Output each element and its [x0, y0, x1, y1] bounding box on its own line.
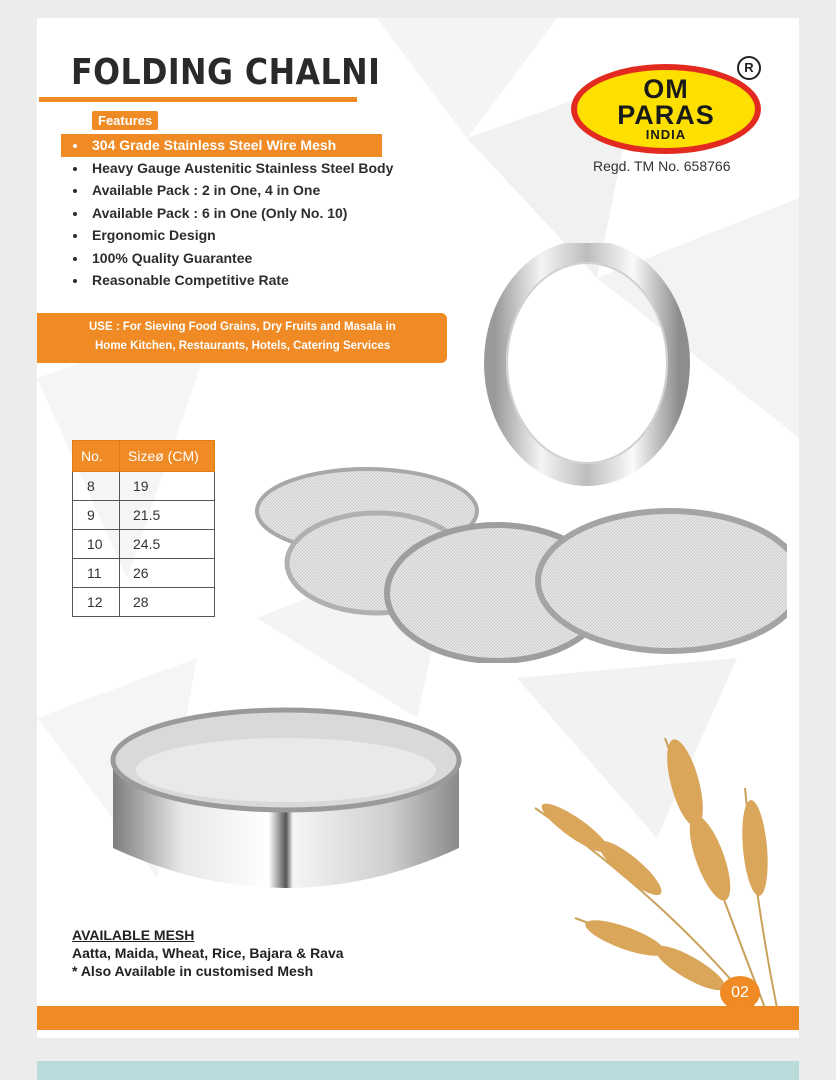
feature-item: Ergonomic Design [61, 224, 393, 247]
logo-line-2: PARAS [617, 100, 715, 130]
bullet-icon [73, 257, 77, 261]
next-page-strip [37, 1061, 799, 1080]
feature-item: Available Pack : 6 in One (Only No. 10) [61, 202, 393, 225]
table-cell: 8 [73, 472, 120, 501]
feature-item: Available Pack : 2 in One, 4 in One [61, 179, 393, 202]
table-cell: 12 [73, 588, 120, 617]
use-text-line-1: USE : For Sieving Food Grains, Dry Fruits and Masala in [89, 321, 396, 333]
table-row [73, 472, 215, 501]
trademark-number: Regd. TM No. 658766 [593, 158, 731, 174]
title-underline [39, 97, 357, 102]
feature-item: Reasonable Competitive Rate [61, 269, 393, 292]
use-text-line-2: Home Kitchen, Restaurants, Hotels, Catering Services [95, 340, 391, 352]
page-number-badge: 02 [720, 976, 760, 1010]
column-header: No. [73, 441, 120, 472]
table-cell: 26 [120, 559, 215, 588]
wheat-illustration [515, 718, 799, 1008]
footer-bar [37, 1006, 799, 1030]
table-cell: 11 [73, 559, 120, 588]
table-cell: 19 [120, 472, 215, 501]
page-title: FOLDING CHALNI [71, 52, 381, 93]
table-cell: 10 [73, 530, 120, 559]
feature-item: 100% Quality Guarantee [61, 247, 393, 270]
table-cell: 9 [73, 501, 120, 530]
sieve-set-illustration [247, 243, 787, 663]
table-row [73, 530, 215, 559]
bullet-icon [73, 189, 77, 193]
mesh-types: Aatta, Maida, Wheat, Rice, Bajara & Rava [72, 945, 344, 961]
bullet-icon [73, 234, 77, 238]
mesh-note: * Also Available in customised Mesh [72, 963, 314, 979]
logo-line-3: INDIA [645, 127, 687, 142]
bullet-icon [73, 144, 77, 148]
table-cell: 28 [120, 588, 215, 617]
table-row [73, 588, 215, 617]
feature-item: 304 Grade Stainless Steel Wire Mesh [61, 134, 382, 157]
logo-line-1: OM [643, 74, 689, 104]
mesh-title: AVAILABLE MESH [72, 927, 195, 943]
brand-logo [569, 58, 769, 174]
feature-item: Heavy Gauge Austenitic Stainless Steel Body [61, 157, 393, 180]
table-cell: 21.5 [120, 501, 215, 530]
bullet-icon [73, 167, 77, 171]
bullet-icon [73, 212, 77, 216]
table-row [73, 501, 215, 530]
size-table [72, 440, 215, 617]
bullet-icon [73, 279, 77, 283]
features-badge: Features [92, 111, 158, 130]
table-header-row [73, 441, 215, 472]
registered-mark-icon: R [737, 56, 761, 80]
chalni-bowl-illustration [105, 688, 467, 918]
table-row [73, 559, 215, 588]
column-header: Sizeø (CM) [120, 441, 215, 472]
table-cell: 24.5 [120, 530, 215, 559]
catalog-page [37, 18, 799, 1038]
